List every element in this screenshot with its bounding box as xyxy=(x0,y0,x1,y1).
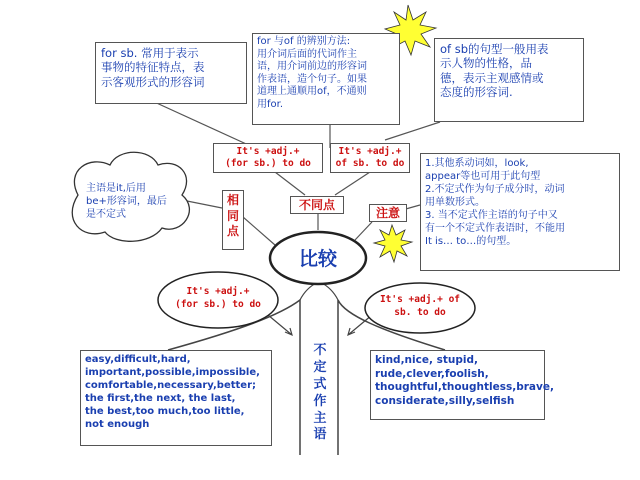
top-left-box: for sb. 常用于表示 事物的特征特点，表 示客观形式的形容词 xyxy=(95,42,247,104)
line-pattern-for-to-different xyxy=(275,172,305,195)
pattern-of-box: It's +adj.+ of sb. to do xyxy=(330,143,410,173)
trunk-label: 不 定 式 作 主 语 xyxy=(313,343,327,443)
label-different: 不同点 xyxy=(290,196,344,214)
right-word-list: kind,nice, stupid, rude,clever,foolish, thoughtful,thoughtless,brave, considerate,silly,selfish xyxy=(370,350,545,420)
line-to-top-left-box xyxy=(150,100,255,148)
top-right-box: of sb的句型一般用表 示人物的性格，品 德，表示主观感情或 态度的形容词. xyxy=(434,38,584,122)
center-label: 比较 xyxy=(298,248,337,270)
line-pattern-of-to-different xyxy=(335,172,370,195)
pattern-for-box: It's +adj.+ (for sb.) to do xyxy=(213,143,323,173)
starburst-attention-icon xyxy=(374,225,412,262)
cloud-note: 主语是it,后用 be+形容词，最后 是不定式 xyxy=(86,183,167,220)
left-word-list: easy,difficult,hard, important,possible,impossible, comfortable,necessary,better; the first,the next, the last, the best,too much,too little, not enough xyxy=(80,350,272,446)
left-oval-text: It's +adj.+ (for sb.) to do xyxy=(175,286,261,310)
arrow-left-icon xyxy=(268,315,292,335)
label-similar: 相 同 点 xyxy=(222,190,244,250)
line-attention-to-center xyxy=(355,222,372,240)
right-oval-text: It's +adj.+ of sb. to do xyxy=(379,294,461,318)
label-attention: 注意 xyxy=(369,204,407,222)
top-middle-box: for 与of 的辨别方法: 用介词后面的代词作主 语，用介词前边的形容词 作表语，造个句子。如果 道理上通顺用of，不通则 用for. xyxy=(252,33,400,125)
attention-box: 1.其他系动词如，look, appear等也可用于此句型 2.不定式作为句子成分时，动词 用单数形式。 3. 当不定式作主语的句子中又 有一个不定式作表语时，不能用 It is… to…的句型。 xyxy=(420,153,620,271)
